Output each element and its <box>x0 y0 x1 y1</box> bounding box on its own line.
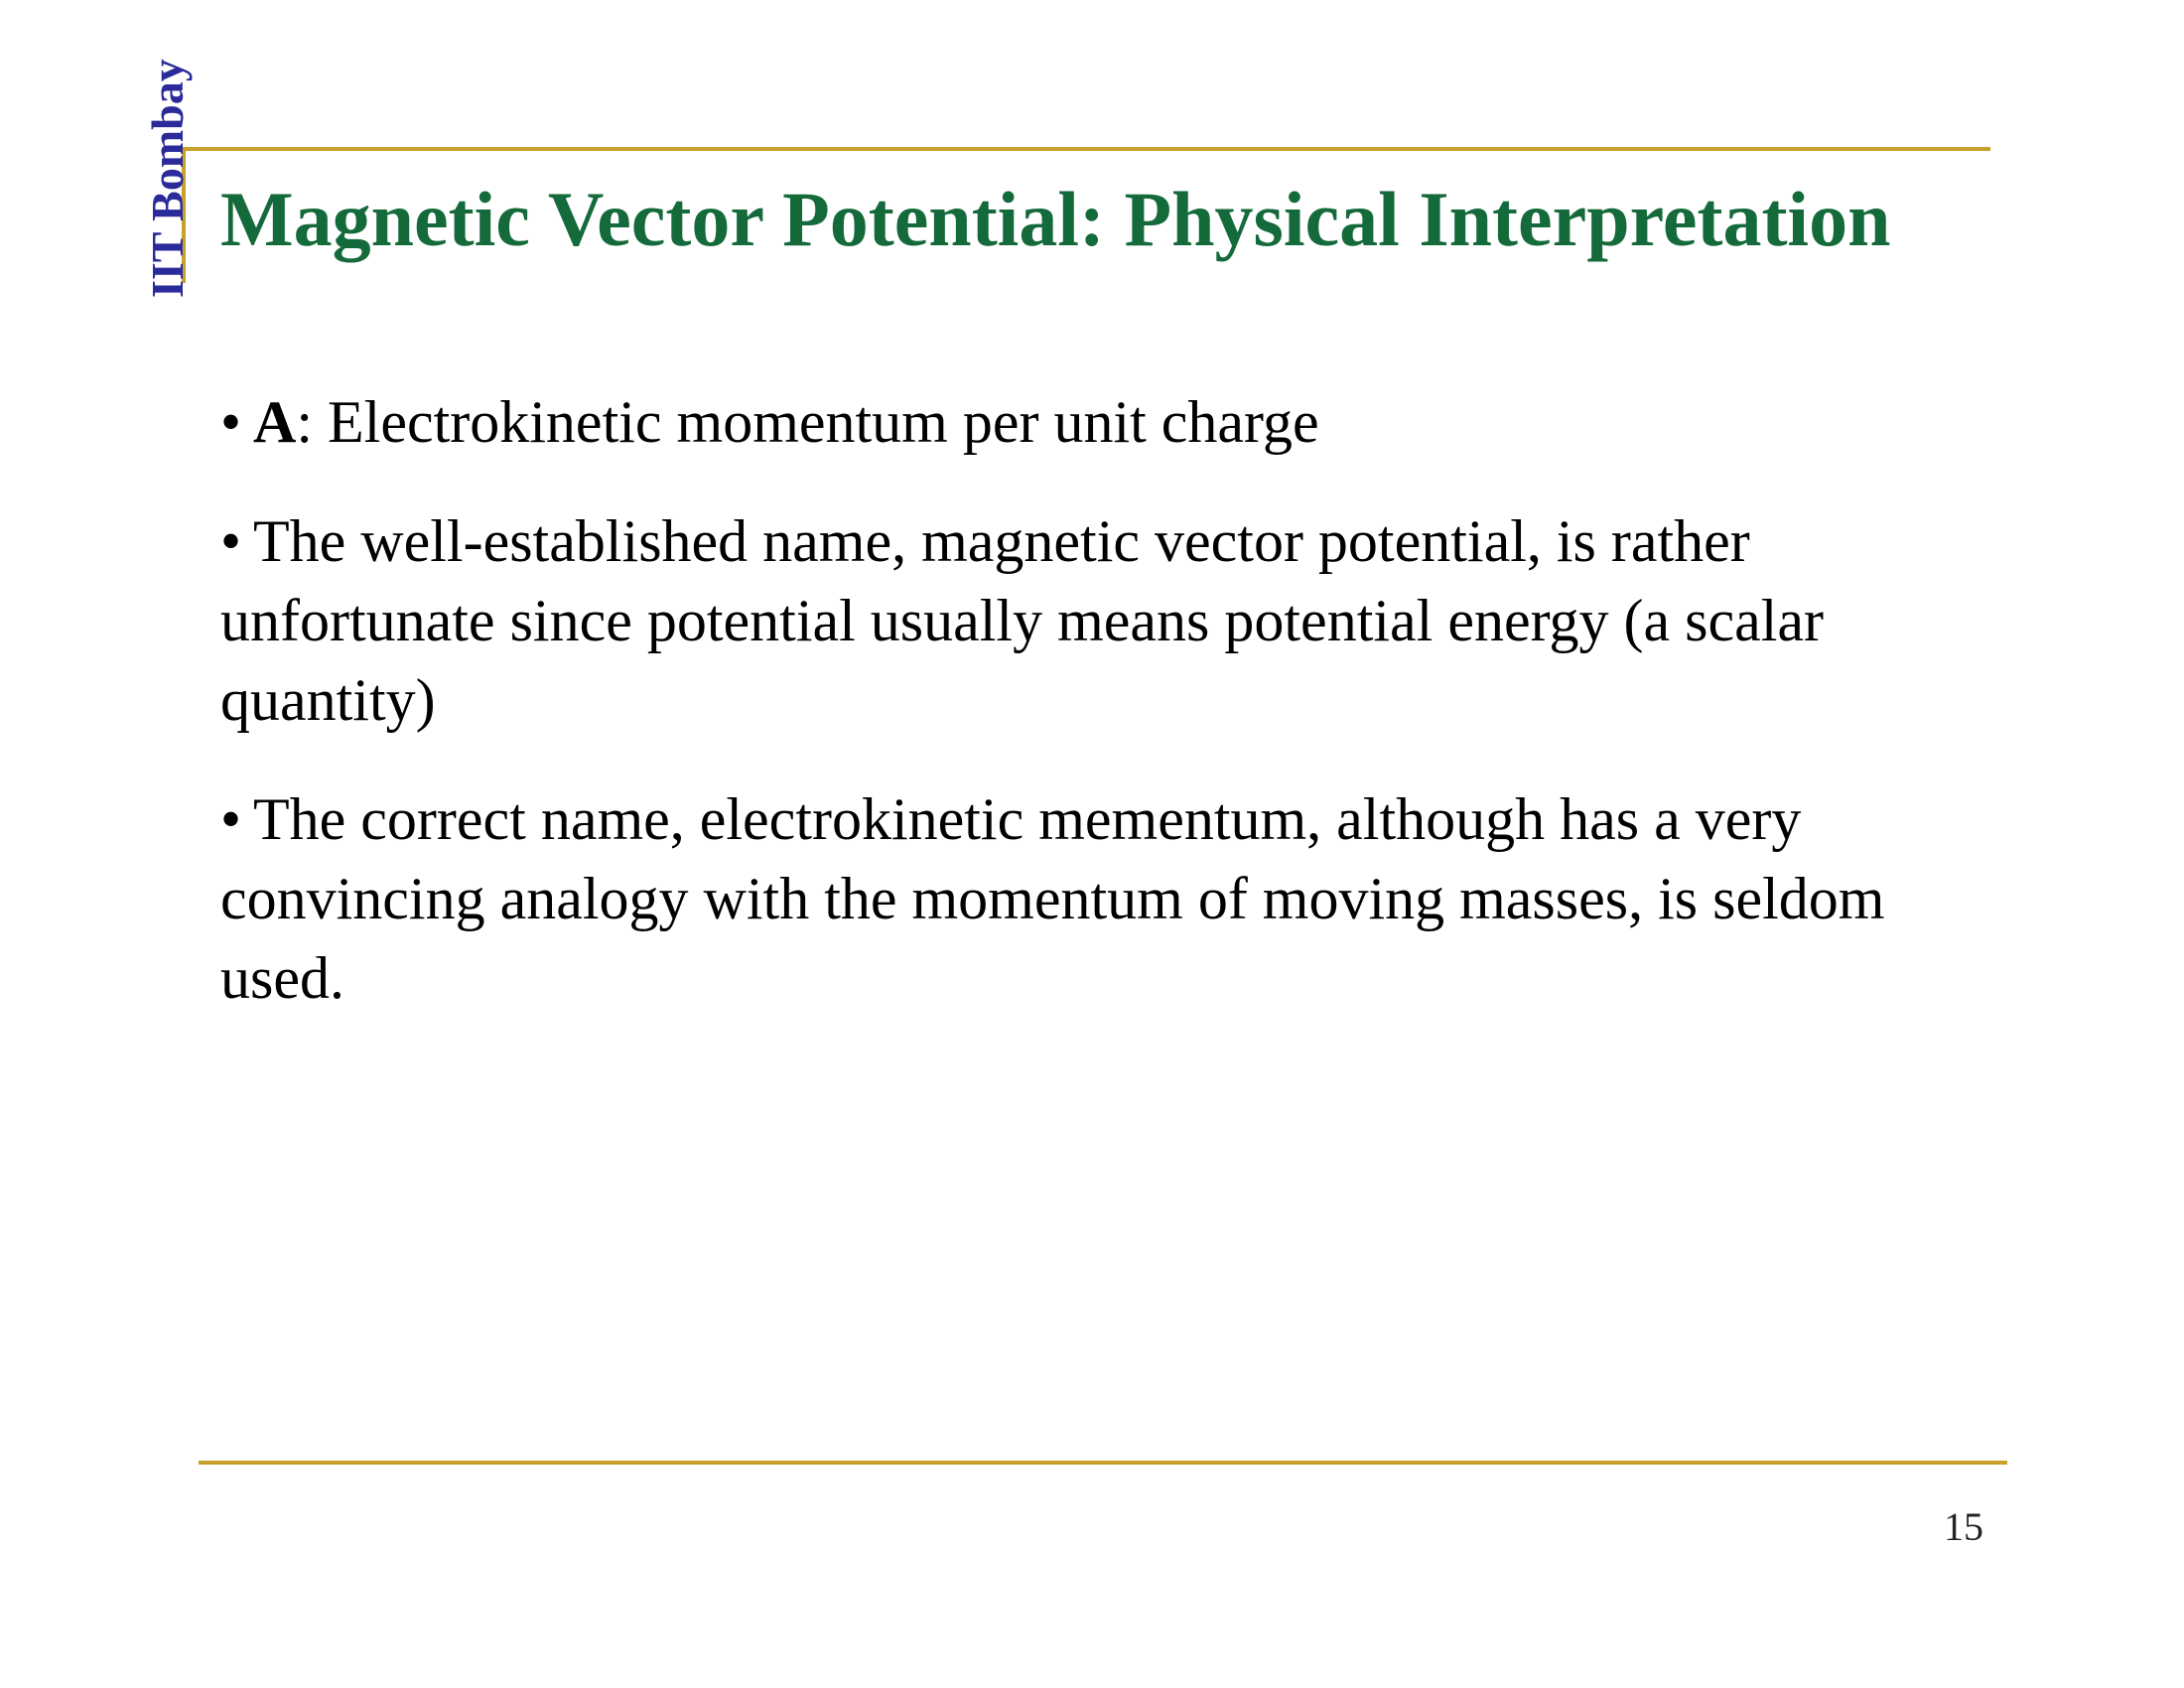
bullet-mark: • <box>220 389 242 455</box>
bullet-mark: • <box>220 786 242 852</box>
slide-title: Magnetic Vector Potential: Physical Interpretation <box>220 176 1891 262</box>
bullet-mark: • <box>220 508 242 574</box>
bullet-item <box>220 501 2007 740</box>
bullet-item <box>220 382 2007 462</box>
bullet-text: : Electrokinetic momentum per unit charge <box>296 389 1319 455</box>
institution-label: IIT Bombay <box>142 59 193 298</box>
bottom-rule <box>199 1461 2007 1465</box>
bullet-text: The correct name, electrokinetic mementum, although has a very convincing analogy with the momentum of moving masses, is seldom used. <box>220 786 1885 1011</box>
bullet-item <box>220 779 2007 1018</box>
bullet-text: The well-established name, magnetic vector potential, is rather unfortunate since potential usually means potential energy (a scalar quantity) <box>220 508 1824 733</box>
top-rule <box>182 147 1990 151</box>
bullet-bold-lead: A <box>253 389 297 455</box>
bullet-list <box>220 382 2007 1057</box>
page-number: 15 <box>1944 1504 1983 1549</box>
